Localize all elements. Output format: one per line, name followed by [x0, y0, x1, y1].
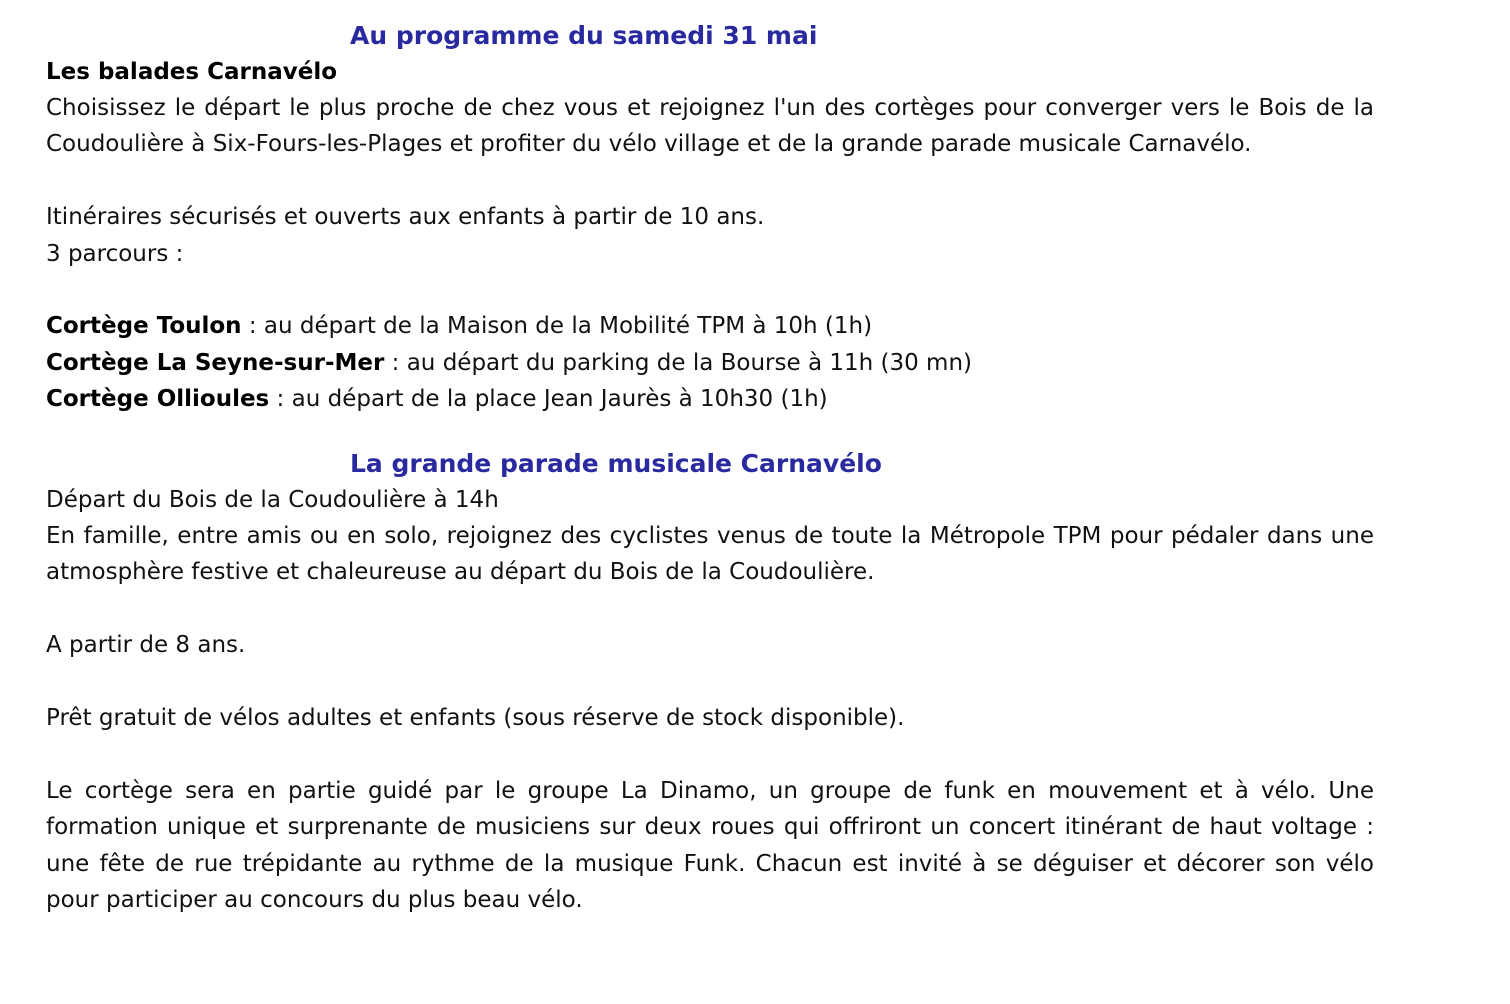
route-name: Cortège La Seyne-sur-Mer: [46, 349, 385, 376]
route-detail: : au départ de la Maison de la Mobilité TPM à 10h (1h): [241, 313, 873, 340]
route-name: Cortège Ollioules: [46, 386, 270, 413]
band-paragraph: Le cortège sera en partie guidé par le groupe La Dinamo, un groupe de funk en mouvement et à vélo. Une formation unique et surprenante de musiciens sur deux roues qui offriront un concert itinérant de haut voltage : une fête de rue trépidante au rythme de la musique Funk. Chacun est invité à se déguiser et décorer son vélo pour participer au concours du plus beau vélo.: [46, 777, 1374, 914]
route-item: [46, 308, 1374, 344]
subtitle-balades: Les balades Carnavélo: [46, 59, 338, 85]
route-item: [46, 381, 1374, 417]
info-line-safety: Itinéraires sécurisés et ouverts aux enfants à partir de 10 ans.: [46, 204, 765, 231]
parade-departure: Départ du Bois de la Coudoulière à 14h: [46, 486, 499, 513]
info-line-routes-count: 3 parcours :: [46, 240, 184, 267]
parade-description: En famille, entre amis ou en solo, rejoignez des cyclistes venus de toute la Métropole TPM pour pédaler dans une atmosphère festive et chaleureuse au départ du Bois de la Coudoulière.: [46, 523, 1374, 586]
spacer: [46, 418, 1374, 446]
spacer: [46, 736, 1374, 772]
route-detail: : au départ de la place Jean Jaurès à 10h30 (1h): [269, 386, 828, 413]
spacer: [46, 163, 1374, 199]
route-name: Cortège Toulon: [46, 313, 242, 340]
parade-age: A partir de 8 ans.: [46, 632, 246, 659]
document-page: [46, 18, 1374, 918]
bike-loan: Prêt gratuit de vélos adultes et enfants (sous réserve de stock disponible).: [46, 705, 905, 732]
route-item: [46, 345, 1374, 381]
section-title-programme: Au programme du samedi 31 mai: [350, 21, 818, 50]
spacer: [46, 591, 1374, 627]
route-detail: : au départ du parking de la Bourse à 11h (30 mn): [384, 349, 973, 376]
spacer: [46, 272, 1374, 308]
intro-paragraph: Choisissez le départ le plus proche de chez vous et rejoignez l'un des cortèges pour converger vers le Bois de la Coudoulière à Six-Fours-les-Plages et profiter du vélo village et de la grande parade musicale Carnavélo.: [46, 95, 1374, 158]
section-title-parade: La grande parade musicale Carnavélo: [350, 448, 882, 478]
spacer: [46, 664, 1374, 700]
